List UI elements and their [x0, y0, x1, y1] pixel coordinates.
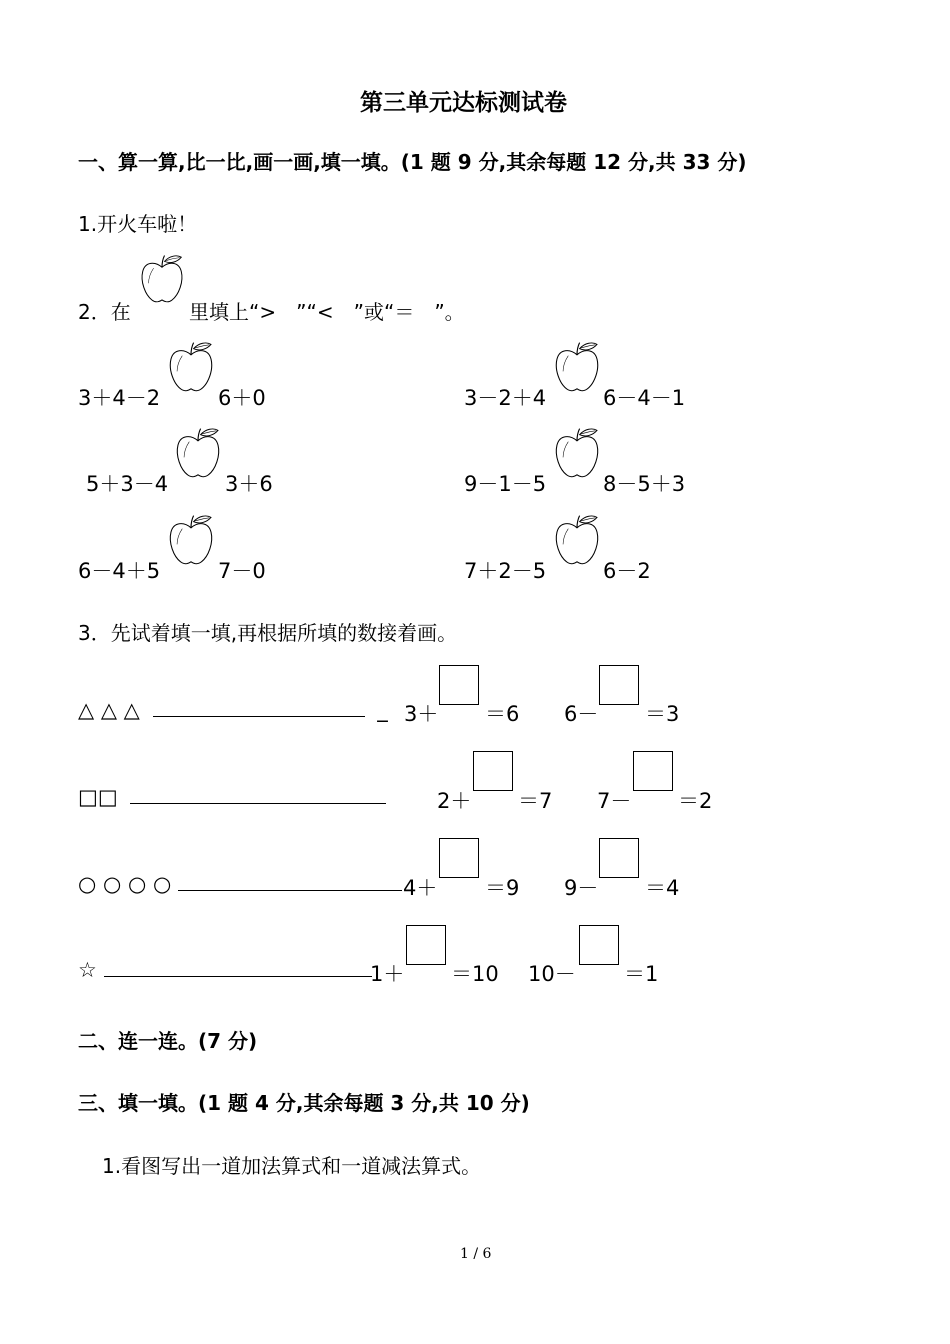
section-3-question-1: 1.看图写出一道加法算式和一道减法算式。 [102, 1154, 482, 1178]
question-1: 1.开火车啦！ [78, 212, 198, 236]
apple-icon[interactable] [549, 340, 605, 394]
expression-left: 7＋2－5 [464, 559, 547, 583]
answer-box[interactable] [579, 925, 619, 965]
expression-left: 5＋3－4 [86, 472, 169, 496]
apple-icon[interactable] [549, 426, 605, 480]
drawing-line[interactable] [153, 698, 365, 717]
shapes-stars: ☆ [78, 958, 97, 982]
expression-right: 6－2 [603, 559, 651, 583]
equation-right: ＝10 [451, 962, 499, 986]
equation-left: 10－ [528, 962, 576, 986]
answer-box[interactable] [439, 665, 479, 705]
answer-box[interactable] [406, 925, 446, 965]
equation-left: 3＋ [404, 702, 439, 726]
equation-right: ＝4 [645, 876, 680, 900]
equation-right: ＝7 [518, 789, 553, 813]
equation-right: ＝1 [624, 962, 659, 986]
answer-box[interactable] [599, 665, 639, 705]
drawing-line[interactable] [178, 872, 402, 891]
question-3: 3．先试着填一填,再根据所填的数接着画。 [78, 621, 458, 645]
apple-icon [134, 253, 190, 305]
apple-icon[interactable] [163, 513, 219, 567]
expression-right: 8－5＋3 [603, 472, 686, 496]
expression-right: 3＋6 [225, 472, 273, 496]
expression-left: 9－1－5 [464, 472, 547, 496]
expression-left: 3－2＋4 [464, 386, 547, 410]
answer-box[interactable] [633, 751, 673, 791]
expression-right: 6－4－1 [603, 386, 686, 410]
answer-box[interactable] [439, 838, 479, 878]
shapes-triangles: △ △ △ [78, 698, 140, 722]
shapes-squares: □□ [78, 785, 118, 809]
shapes-circles: ○ ○ ○ ○ [78, 872, 172, 896]
equation-right: ＝3 [645, 702, 680, 726]
drawing-line[interactable] [130, 785, 386, 804]
equation-left: 7－ [597, 789, 632, 813]
expression-right: 7－0 [218, 559, 266, 583]
section-1-heading: 一、算一算,比一比,画一画,填一填。(1 题 9 分,其余每题 12 分,共 33 分) [78, 150, 747, 174]
apple-icon[interactable] [170, 426, 226, 480]
equation-right: ＝6 [485, 702, 520, 726]
apple-icon[interactable] [549, 513, 605, 567]
section-2-heading: 二、连一连。(7 分) [78, 1029, 258, 1053]
answer-box[interactable] [599, 838, 639, 878]
expression-left: 3＋4－2 [78, 386, 161, 410]
page-number: 1 / 6 [460, 1246, 492, 1262]
equation-right: ＝2 [678, 789, 713, 813]
equation-left: 9－ [564, 876, 599, 900]
line-tail: _ [377, 698, 388, 722]
answer-box[interactable] [473, 751, 513, 791]
section-3-heading: 三、填一填。(1 题 4 分,其余每题 3 分,共 10 分) [78, 1091, 530, 1115]
equation-left: 6－ [564, 702, 599, 726]
equation-left: 1＋ [370, 962, 405, 986]
equation-left: 2＋ [437, 789, 472, 813]
page-title: 第三单元达标测试卷 [360, 90, 567, 116]
equation-right: ＝9 [485, 876, 520, 900]
question-2-prefix: 2．在 [78, 300, 131, 324]
apple-icon[interactable] [163, 340, 219, 394]
expression-left: 6－4＋5 [78, 559, 161, 583]
question-2-suffix: 里填上“> ”“< ”或“＝ ”。 [189, 300, 465, 324]
drawing-line[interactable] [104, 958, 372, 977]
equation-left: 4＋ [403, 876, 438, 900]
expression-right: 6＋0 [218, 386, 266, 410]
